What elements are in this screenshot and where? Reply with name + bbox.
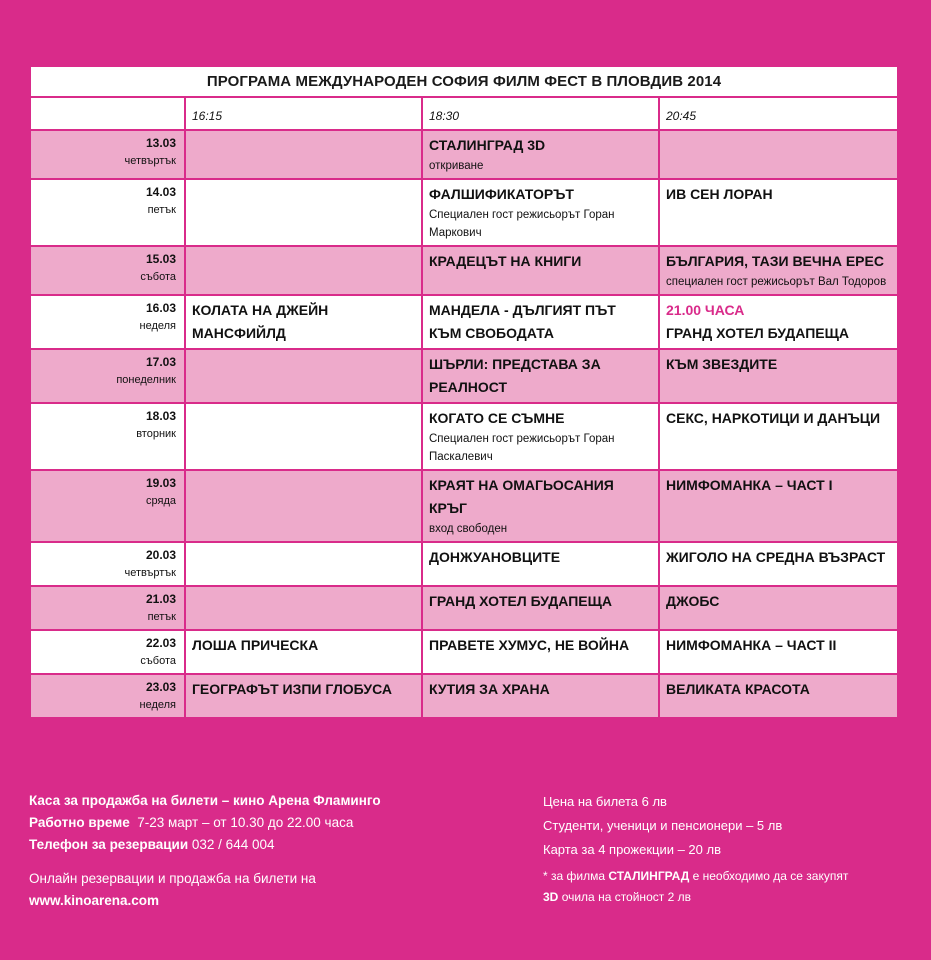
hours-value: 7-23 март – от 10.30 до 22.00 часа xyxy=(137,815,354,830)
special-time-label: 21.00 ЧАСА xyxy=(666,302,745,318)
date-cell xyxy=(31,403,185,470)
film-note: специален гост режисьорът Вал Тодоров xyxy=(666,276,887,288)
time-header-2: 18:30 xyxy=(422,98,659,130)
schedule-row xyxy=(31,630,897,674)
hours-label: Работно време xyxy=(29,815,130,830)
ticket-price: Цена на билета 6 лв xyxy=(543,794,667,809)
film-title: НИМФОМАНКА – ЧАСТ I xyxy=(666,477,833,493)
film-title: ШЪРЛИ: ПРЕДСТАВА ЗА РЕАЛНОСТ xyxy=(429,356,601,395)
screening-cell-1 xyxy=(185,130,422,179)
film-note: Специален гост режисьорът Горан Паскалевич xyxy=(429,433,615,463)
schedule-header-row xyxy=(31,98,897,130)
film-note: Специален гост режисьорът Горан Маркович xyxy=(429,209,615,239)
footnote-pre: * за филма xyxy=(543,869,606,883)
date-label: 20.03 xyxy=(145,548,176,562)
film-title: КРАЯТ НА ОМАГЬОСАНИЯ КРЪГ xyxy=(429,477,614,516)
date-cell xyxy=(31,542,185,586)
screening-cell-1 xyxy=(185,630,422,674)
film-title: КРАДЕЦЪТ НА КНИГИ xyxy=(429,253,582,269)
film-title: ПРАВЕТЕ ХУМУС, НЕ ВОЙНА xyxy=(429,637,630,653)
screening-cell-3 xyxy=(659,674,897,718)
date-label: 21.03 xyxy=(145,592,176,606)
screening-cell-3 xyxy=(659,542,897,586)
schedule-row xyxy=(31,349,897,403)
film-title: ГЕОГРАФЪТ ИЗПИ ГЛОБУСА xyxy=(192,681,392,697)
film-title: ФАЛШИФИКАТОРЪТ xyxy=(429,186,574,202)
date-label: 18.03 xyxy=(145,409,176,423)
weekday-label: събота xyxy=(140,271,176,283)
screening-cell-2 xyxy=(422,586,659,630)
screening-cell-1 xyxy=(185,674,422,718)
header-empty-cell xyxy=(31,98,185,130)
schedule-row xyxy=(31,586,897,630)
screening-cell-3 xyxy=(659,630,897,674)
date-label: 13.03 xyxy=(145,136,176,150)
ticket-prices xyxy=(543,790,923,908)
screening-cell-2 xyxy=(422,130,659,179)
card-price: Карта за 4 прожекции – 20 лв xyxy=(543,842,721,857)
schedule-row xyxy=(31,246,897,295)
weekday-label: неделя xyxy=(139,699,176,711)
film-title: ВЕЛИКАТА КРАСОТА xyxy=(666,681,810,697)
footnote-3d: 3D xyxy=(543,890,559,904)
date-cell xyxy=(31,674,185,718)
date-cell xyxy=(31,630,185,674)
screening-cell-3 xyxy=(659,349,897,403)
screening-cell-1 xyxy=(185,470,422,542)
weekday-label: сряда xyxy=(146,495,176,507)
film-note: вход свободен xyxy=(429,523,508,535)
film-title: ЖИГОЛО НА СРЕДНА ВЪЗРАСТ xyxy=(666,549,886,565)
screening-cell-3 xyxy=(659,179,897,246)
weekday-label: събота xyxy=(140,655,176,667)
film-title: ДОНЖУАНОВЦИТЕ xyxy=(429,549,561,565)
film-title: ГРАНД ХОТЕЛ БУДАПЕЩА xyxy=(429,593,612,609)
footnote xyxy=(543,866,923,908)
date-label: 22.03 xyxy=(145,636,176,650)
discount-price: Студенти, ученици и пенсионери – 5 лв xyxy=(543,818,783,833)
film-title: КУТИЯ ЗА ХРАНА xyxy=(429,681,550,697)
date-label: 19.03 xyxy=(145,476,176,490)
screening-cell-3 xyxy=(659,586,897,630)
screening-cell-3 xyxy=(659,403,897,470)
film-title: ИВ СЕН ЛОРАН xyxy=(666,186,773,202)
screening-cell-2 xyxy=(422,630,659,674)
phone-label: Телефон за резервации xyxy=(29,837,189,852)
screening-cell-2 xyxy=(422,542,659,586)
schedule-row xyxy=(31,179,897,246)
weekday-label: петък xyxy=(147,204,176,216)
date-label: 17.03 xyxy=(145,355,176,369)
screening-cell-1 xyxy=(185,246,422,295)
date-cell xyxy=(31,246,185,295)
phone-value: 032 / 644 004 xyxy=(191,837,275,852)
film-title: КЪМ ЗВЕЗДИТЕ xyxy=(666,356,778,372)
schedule-row xyxy=(31,130,897,179)
screening-cell-2 xyxy=(422,295,659,349)
schedule-table xyxy=(31,98,897,719)
film-title: СТАЛИНГРАД 3D xyxy=(429,137,546,153)
schedule-row xyxy=(31,674,897,718)
date-cell xyxy=(31,470,185,542)
time-header-1: 16:15 xyxy=(185,98,422,130)
footnote-post: очила на стойност 2 лв xyxy=(561,890,691,904)
footnote-film: СТАЛИНГРАД xyxy=(608,869,690,883)
weekday-label: четвъртък xyxy=(124,567,176,579)
date-cell xyxy=(31,130,185,179)
screening-cell-3 xyxy=(659,470,897,542)
schedule-row xyxy=(31,470,897,542)
film-note: откриване xyxy=(429,160,484,172)
date-cell xyxy=(31,586,185,630)
screening-cell-2 xyxy=(422,470,659,542)
screening-cell-1 xyxy=(185,542,422,586)
footnote-mid: е необходимо да се закупят xyxy=(692,869,849,883)
program-title: ПРОГРАМА МЕЖДУНАРОДЕН СОФИЯ ФИЛМ ФЕСТ В ПЛОВДИВ 2014 xyxy=(31,67,897,96)
film-title: КОГАТО СЕ СЪМНЕ xyxy=(429,410,565,426)
film-title: ДЖОБС xyxy=(666,593,720,609)
date-cell xyxy=(31,295,185,349)
screening-cell-2 xyxy=(422,674,659,718)
screening-cell-2 xyxy=(422,246,659,295)
date-label: 15.03 xyxy=(145,252,176,266)
schedule-row xyxy=(31,542,897,586)
screening-cell-3 xyxy=(659,130,897,179)
film-title: НИМФОМАНКА – ЧАСТ II xyxy=(666,637,837,653)
film-title: БЪЛГАРИЯ, ТАЗИ ВЕЧНА ЕРЕС xyxy=(666,253,884,269)
date-label: 16.03 xyxy=(145,301,176,315)
date-label: 23.03 xyxy=(145,680,176,694)
box-office-info xyxy=(29,790,509,912)
screening-cell-2 xyxy=(422,179,659,246)
online-booking-text: Онлайн резервации и продажба на билети на xyxy=(29,871,316,886)
screening-cell-2 xyxy=(422,403,659,470)
date-label: 14.03 xyxy=(145,185,176,199)
website-link[interactable]: www.kinoarena.com xyxy=(29,893,160,908)
weekday-label: вторник xyxy=(136,428,176,440)
film-title: КОЛАТА НА ДЖЕЙН МАНСФИЙЛД xyxy=(192,302,329,341)
schedule-row xyxy=(31,403,897,470)
film-title: МАНДЕЛА - ДЪЛГИЯТ ПЪТ КЪМ СВОБОДАТА xyxy=(429,302,616,341)
schedule-row xyxy=(31,295,897,349)
screening-cell-1 xyxy=(185,295,422,349)
date-cell xyxy=(31,349,185,403)
screening-cell-3 xyxy=(659,295,897,349)
weekday-label: петък xyxy=(147,611,176,623)
screening-cell-1 xyxy=(185,349,422,403)
film-title: СЕКС, НАРКОТИЦИ И ДАНЪЦИ xyxy=(666,410,881,426)
screening-cell-2 xyxy=(422,349,659,403)
screening-cell-1 xyxy=(185,403,422,470)
weekday-label: неделя xyxy=(139,320,176,332)
screening-cell-3 xyxy=(659,246,897,295)
time-header-3: 20:45 xyxy=(659,98,897,130)
screening-cell-1 xyxy=(185,179,422,246)
screening-cell-1 xyxy=(185,586,422,630)
weekday-label: понеделник xyxy=(116,374,176,386)
box-office-line: Каса за продажба на билети – кино Арена Фламинго xyxy=(29,793,381,808)
film-title: ЛОША ПРИЧЕСКА xyxy=(192,637,319,653)
weekday-label: четвъртък xyxy=(124,155,176,167)
date-cell xyxy=(31,179,185,246)
film-title: ГРАНД ХОТЕЛ БУДАПЕЩА xyxy=(666,325,849,341)
